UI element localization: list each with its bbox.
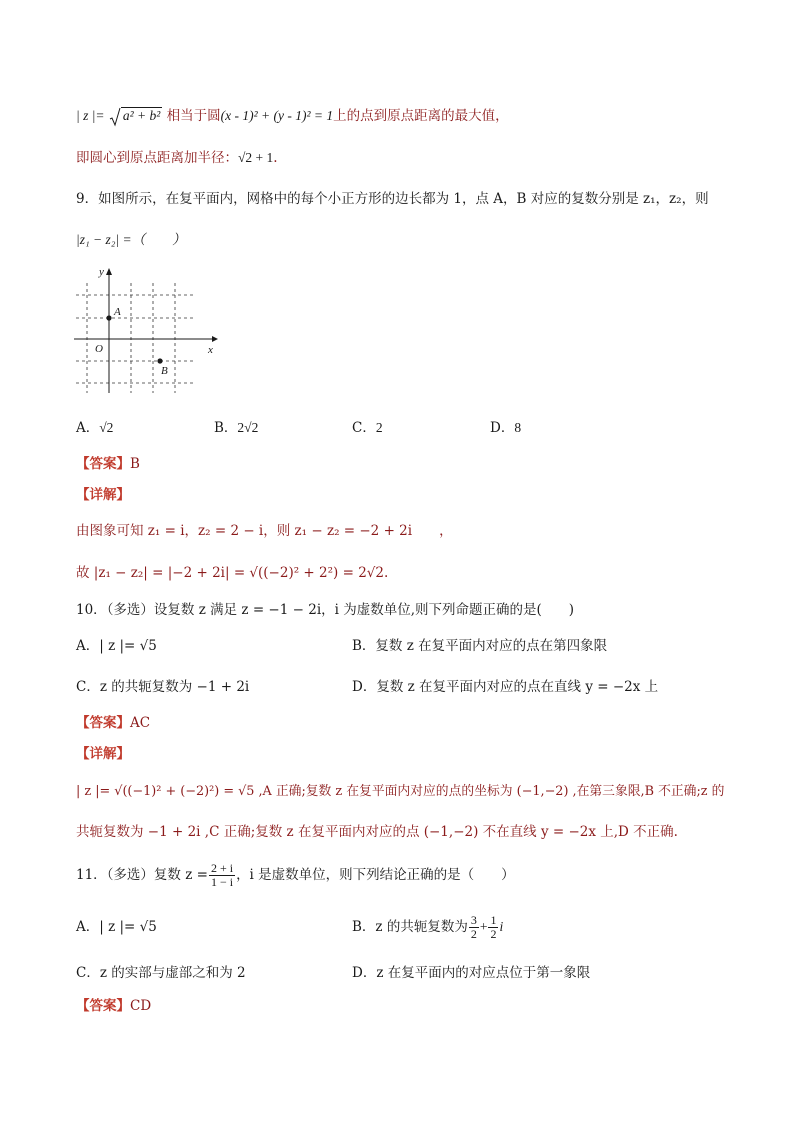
origin-label: O (95, 343, 103, 355)
answer-value: AC (130, 715, 151, 731)
option-value: 2 (375, 420, 383, 435)
option-text: z 的实部与虚部之和为 2 (99, 965, 246, 981)
fraction (209, 862, 235, 889)
imaginary-unit: i (499, 919, 504, 934)
x-axis (74, 336, 218, 342)
option-letter: D． (490, 420, 515, 436)
q9-detail-label (76, 485, 130, 505)
detail-text: | z |= √((−1)² + (−2)²) = √5 ,A 正确;复数 z 在复平面内对应的点的坐标为 (−1,−2) ,在第三象限,B 不正确;z 的 (76, 784, 725, 799)
solution-line-1 (76, 106, 509, 127)
detail-label: 【详解】 (76, 746, 130, 762)
y-axis-label: y (99, 266, 104, 278)
complex-plane-figure (66, 265, 226, 395)
q10-option-a (76, 636, 157, 656)
circle-text-b: 上的点到原点距离的最大值， (333, 108, 509, 124)
question-text: ，i 是虚数单位，则下列结论正确的是（ ） (236, 867, 515, 883)
q9-option-a (76, 418, 113, 438)
circle-equation: (x - 1)² + (y - 1)² = 1 (220, 108, 334, 123)
point-b-label: B (161, 365, 168, 377)
option-letter: C． (352, 420, 376, 436)
q10-option-b (352, 636, 607, 656)
q10-detail-label (76, 744, 130, 764)
option-letter: D． (352, 679, 377, 695)
question-text: （多选）复数 z = (106, 867, 208, 883)
q10-option-d (352, 677, 658, 697)
fraction-numerator: 1 (490, 913, 497, 927)
option-letter: A． (76, 638, 100, 654)
option-letter: C． (76, 679, 100, 695)
option-text: z 的共轭复数为 −1 + 2i (99, 679, 250, 695)
q9-detail-line-2 (76, 563, 388, 583)
answer-value: B (130, 456, 140, 472)
detail-text: 由图象可知 z₁ = i，z₂ = 2 − i，则 z₁ − z₂ = −2 + 2i ， (76, 523, 453, 539)
question-number: 11． (76, 867, 107, 883)
option-letter: A． (76, 420, 100, 436)
point-a (106, 315, 111, 320)
option-letter: B． (352, 638, 376, 654)
option-text: 复数 z 在复平面内对应的点在直线 y = −2x 上 (376, 679, 659, 695)
fraction-numerator: 3 (470, 913, 477, 927)
question-number: 10． (76, 602, 107, 618)
option-text: | z |= √5 (99, 638, 157, 654)
radius-text: 即圆心到原点距离加半径： (76, 150, 238, 166)
option-letter: D． (352, 965, 377, 981)
fraction (488, 914, 498, 941)
answer-label: 【答案】 (76, 998, 130, 1014)
question-10-stem (76, 600, 574, 620)
option-letter: B． (352, 919, 376, 935)
fraction-denominator: 2 (470, 927, 477, 941)
q9-option-d (490, 418, 521, 438)
option-value: 2√2 (237, 420, 259, 435)
fraction-denominator: 1 − i (210, 875, 234, 889)
q9-detail-line-1 (76, 521, 453, 541)
option-letter: C． (76, 965, 100, 981)
point-a-label: A (114, 306, 121, 318)
fraction-denominator: 2 (490, 927, 497, 941)
solution-line-2 (76, 148, 278, 168)
question-11-stem (76, 858, 515, 892)
option-text: | z |= √5 (99, 919, 157, 935)
question-9-ask (76, 230, 186, 250)
q10-option-c (76, 677, 249, 697)
q10-detail-line-2 (76, 822, 678, 842)
option-text: z 在复平面内的对应点位于第一象限 (376, 965, 591, 981)
q9-option-c (352, 418, 383, 438)
answer-value: CD (130, 998, 152, 1014)
q10-detail-line-1 (76, 782, 724, 802)
answer-label: 【答案】 (76, 456, 130, 472)
option-letter: B． (214, 420, 238, 436)
question-text: （多选）设复数 z 满足 z = −1 − 2i，i 为虚数单位,则下列命题正确的是( ) (106, 602, 575, 618)
abs-z: | z |= (76, 108, 105, 123)
point-b (157, 358, 162, 363)
fraction (469, 914, 479, 941)
sqrt-radicand: a² + b² (122, 108, 161, 123)
circle-text-a: 相当于圆 (166, 108, 221, 124)
q10-answer (76, 713, 150, 733)
line-end: . (273, 150, 278, 166)
option-value: 8 (514, 420, 522, 435)
q11-option-b (352, 907, 503, 947)
q11-option-d (352, 963, 590, 983)
detail-text: 故 |z₁ − z₂| = |−2 + 2i| = √((−2)² + 2²) = 2√2. (76, 565, 389, 581)
question-ask: |z₁ − z₂| =（ ） (76, 232, 186, 247)
q11-option-c (76, 963, 246, 983)
q11-option-a (76, 917, 157, 937)
fraction-numerator: 2 + i (210, 861, 234, 875)
answer-label: 【答案】 (76, 715, 130, 731)
detail-label: 【详解】 (76, 487, 130, 503)
option-letter: A． (76, 919, 100, 935)
option-text: 复数 z 在复平面内对应的点在第四象限 (375, 638, 608, 654)
y-axis (106, 268, 112, 393)
plus-sign: + (479, 919, 488, 934)
question-text: 如图所示，在复平面内，网格中的每个小正方形的边长都为 1，点 A，B 对应的复数分别是 z₁，z₂，则 (98, 191, 709, 207)
q9-answer (76, 454, 140, 474)
option-value: √2 (99, 420, 114, 435)
max-distance-value: √2 + 1 (238, 150, 274, 165)
question-9-stem (76, 189, 709, 209)
detail-text: 共轭复数为 −1 + 2i ,C 正确;复数 z 在复平面内对应的点 (−1,−2) 不在直线 y = −2x 上,D 不正确. (76, 824, 678, 840)
q11-answer (76, 996, 151, 1016)
q9-option-b (214, 418, 258, 438)
x-axis-label: x (208, 344, 213, 356)
sqrt-sign-icon (109, 107, 121, 127)
question-number: 9． (76, 191, 99, 207)
option-text: z 的共轭复数为 (375, 919, 468, 935)
